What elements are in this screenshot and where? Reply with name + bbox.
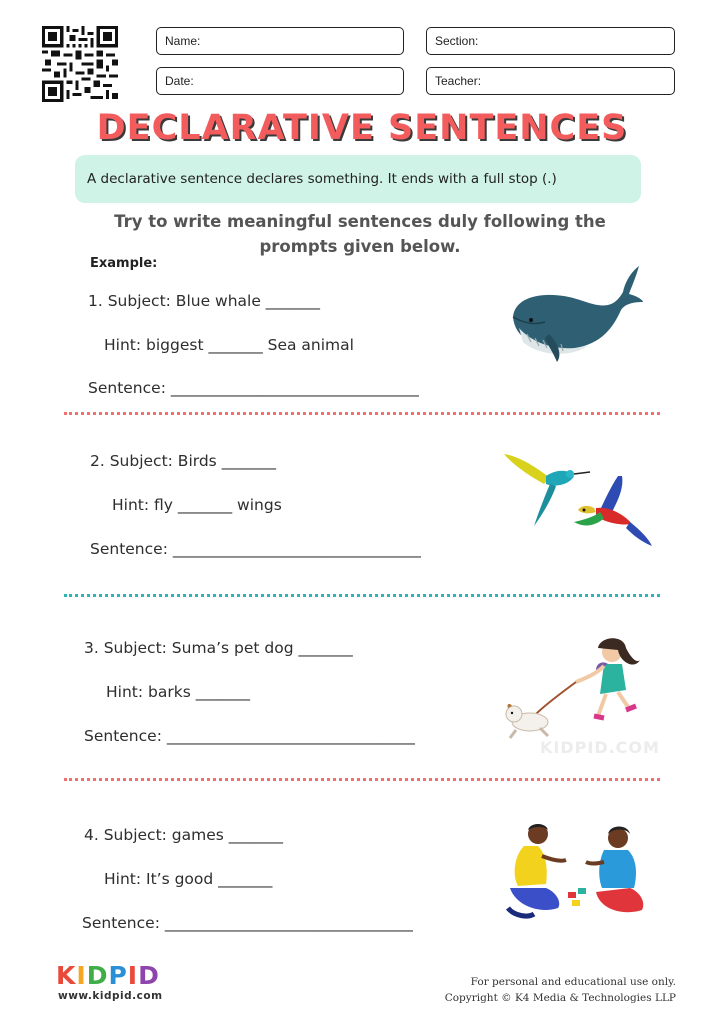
- watermark: KIDPID.COM: [540, 738, 660, 757]
- teacher-label: Teacher:: [435, 74, 482, 88]
- example-label: Example:: [90, 256, 158, 271]
- item-1-hint: Hint: biggest _______ Sea animal: [104, 336, 354, 354]
- item-4-hint: Hint: It’s good _______: [104, 870, 273, 888]
- blue-whale-illustration: [505, 262, 645, 367]
- instructions: Try to write meaningful sentences duly following the prompts given below.: [114, 212, 606, 256]
- girl-walking-dog-illustration: [500, 634, 655, 744]
- item-1-subject: 1. Subject: Blue whale _______: [88, 292, 321, 310]
- item-3-sentence: Sentence: ________________________________: [84, 727, 415, 745]
- divider-2: [64, 594, 660, 597]
- svg-text:KIDPID: KIDPID: [56, 961, 160, 990]
- footer-url[interactable]: www.kidpid.com: [58, 990, 163, 1002]
- definition-box: A declarative sentence declares something. It ends with a full stop (.): [75, 155, 641, 203]
- teacher-field[interactable]: [426, 67, 675, 95]
- name-field[interactable]: [156, 27, 404, 55]
- footer-note-line2: Copyright © K4 Media & Technologies LLP: [444, 992, 676, 1004]
- kids-playing-illustration: [500, 822, 655, 922]
- section-label: Section:: [435, 34, 479, 48]
- name-label: Name:: [165, 34, 201, 48]
- footer-note: [445, 974, 676, 1006]
- birds-illustration: [500, 448, 655, 550]
- date-field[interactable]: [156, 67, 404, 95]
- divider-3: [64, 778, 660, 781]
- kidpid-logo-mark: [56, 960, 166, 990]
- item-4-sentence: Sentence: ________________________________: [82, 914, 413, 932]
- divider-1: [64, 412, 660, 415]
- item-3-subject: 3. Subject: Suma’s pet dog _______: [84, 639, 353, 657]
- date-label: Date:: [165, 74, 194, 88]
- item-2-hint: Hint: fly _______ wings: [112, 496, 282, 514]
- item-2-subject: 2. Subject: Birds _______: [90, 452, 276, 470]
- item-4-subject: 4. Subject: games _______: [84, 826, 284, 844]
- item-3-hint: Hint: barks _______: [106, 683, 250, 701]
- item-1-sentence: Sentence: ________________________________: [88, 379, 419, 397]
- page-title: DECLARATIVE SENTENCES: [96, 108, 628, 148]
- section-field[interactable]: [426, 27, 675, 55]
- footer-note-line1: For personal and educational use only.: [470, 976, 676, 988]
- qr-code: [42, 26, 118, 102]
- item-2-sentence: Sentence: ________________________________: [90, 540, 421, 558]
